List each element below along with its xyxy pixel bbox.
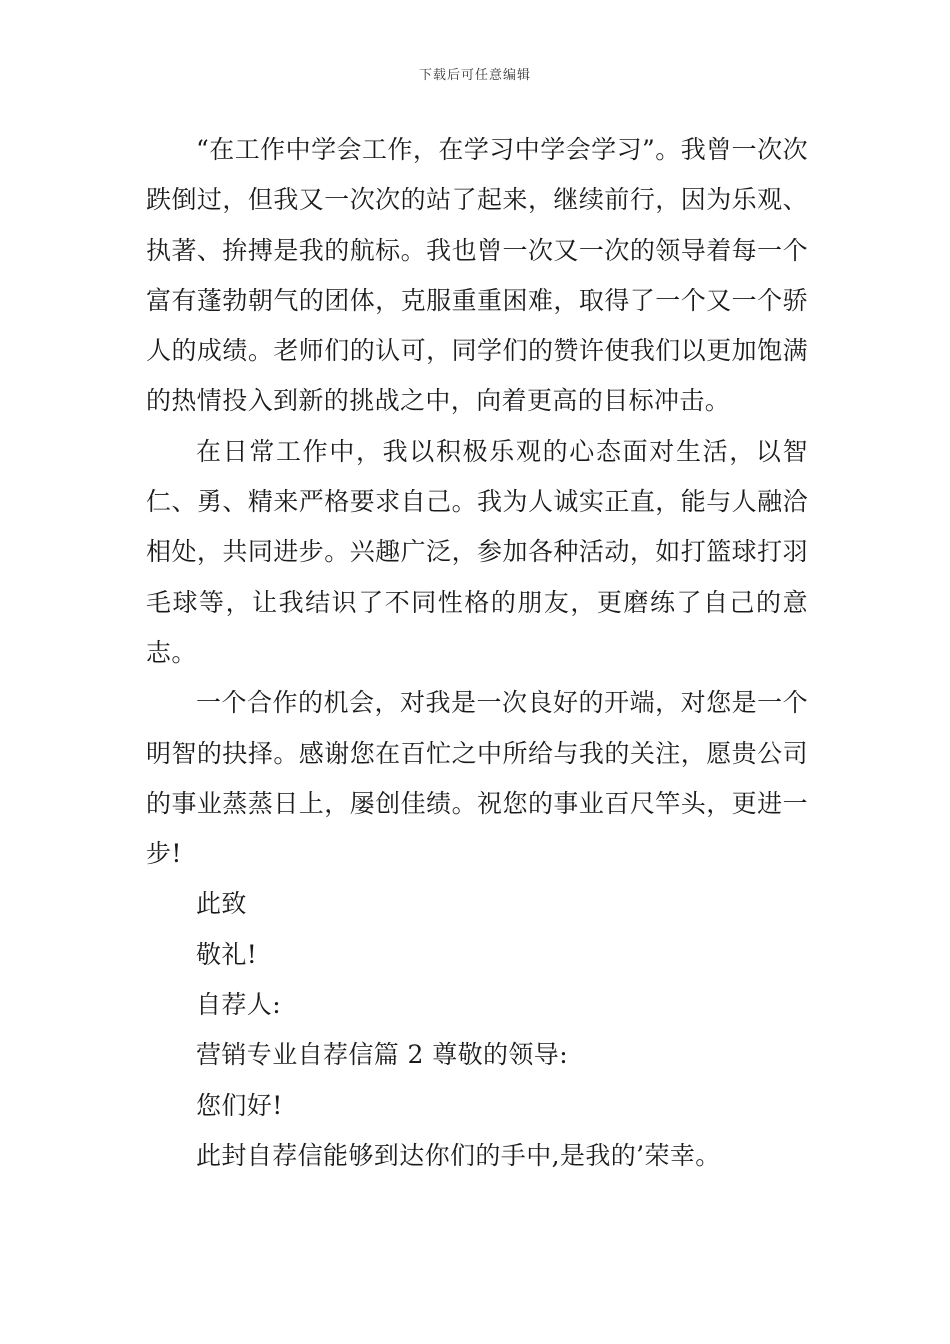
opening-line: 此封自荐信能够到达你们的手中,是我的’荣幸。 bbox=[196, 1140, 721, 1170]
greeting-line: 您们好! bbox=[196, 1090, 283, 1120]
page-header: 下载后可任意编辑 bbox=[418, 68, 531, 83]
salutation-line: 此致 bbox=[196, 889, 247, 919]
regards-line: 敬礼! bbox=[196, 939, 258, 969]
document-body bbox=[146, 125, 808, 1181]
paragraph-3: 一个合作的机会，对我是一次良好的开端，对您是一个明智的抉择。感谢您在百忙之中所给与我的关注，愿贵公司的事业蒸蒸日上，屡创佳绩。祝您的事业百尺竿头，更进一步! bbox=[146, 688, 808, 869]
signature-line: 自荐人: bbox=[196, 990, 282, 1020]
second-letter-title: 营销专业自荐信篇 2 尊敬的领导: bbox=[196, 1040, 569, 1070]
paragraph-2: 在日常工作中，我以积极乐观的心态面对生活，以智仁、勇、精来严格要求自己。我为人诚实正直，能与人融洽相处，共同进步。兴趣广泛，参加各种活动，如打篮球打羽毛球等，让我结识了不同性格的朋友，更磨练了自己的意志。 bbox=[146, 436, 808, 667]
paragraph-1: “在工作中学会工作，在学习中学会学习”。我曾一次次跌倒过，但我又一次次的站了起来，继续前行，因为乐观、执著、拚搏是我的航标。我也曾一次又一次的领导着每一个富有蓬勃朝气的团体，克服重重困难，取得了一个又一个骄人的成绩。老师们的认可，同学们的赞许使我们以更加饱满的热情投入到新的挑战之中，向着更高的目标冲击。 bbox=[146, 135, 808, 416]
